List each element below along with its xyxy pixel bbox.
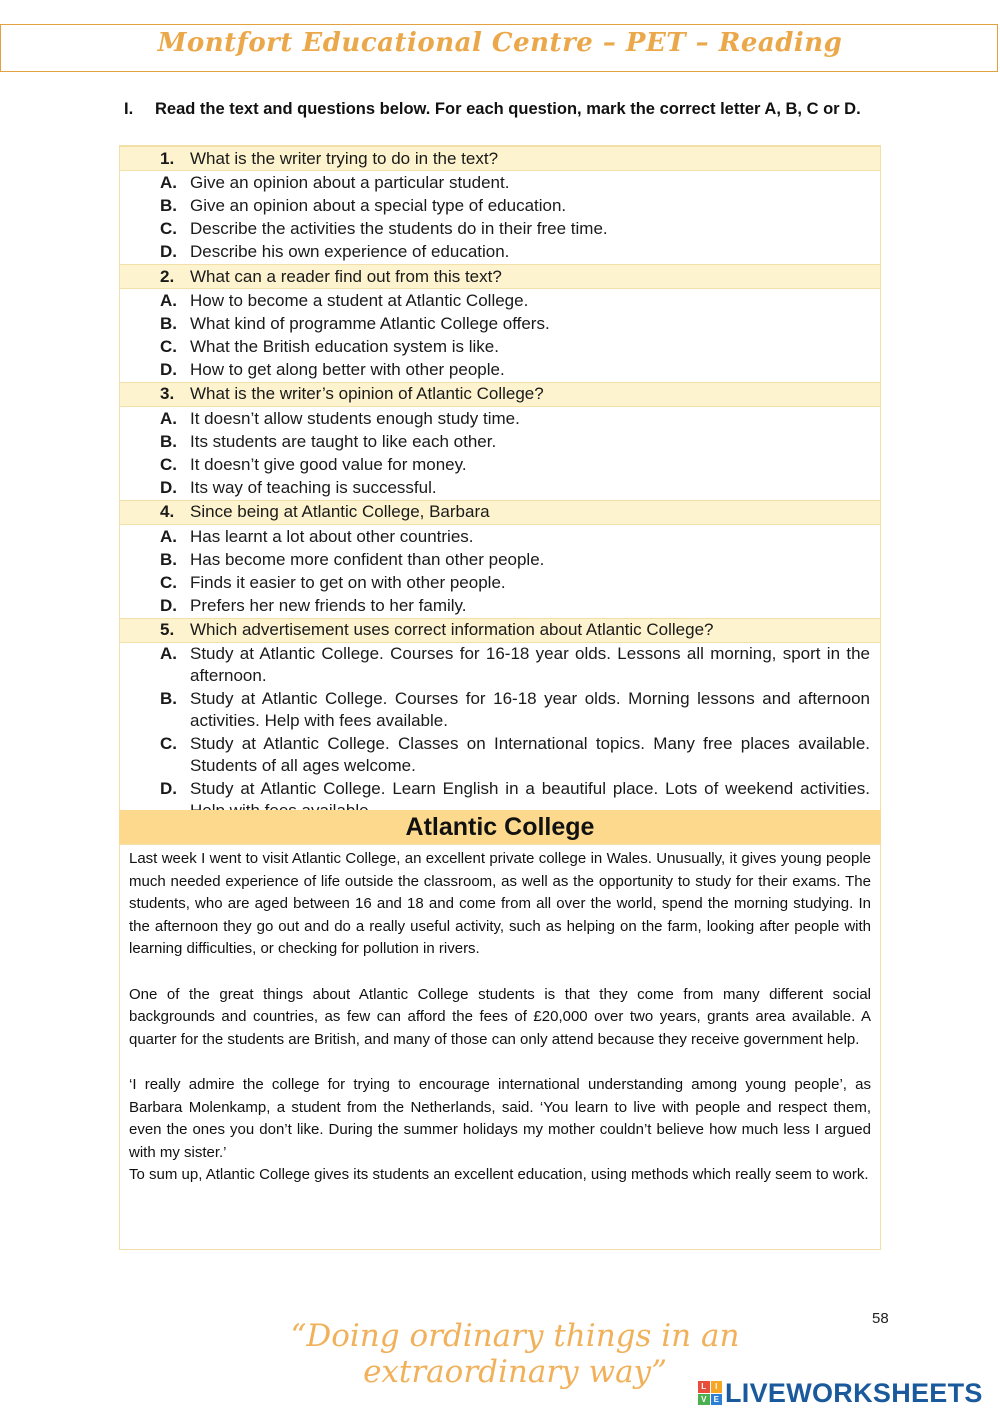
liveworksheets-logo bbox=[698, 1378, 983, 1408]
option-letter: B. bbox=[160, 431, 177, 451]
option-letter: B. bbox=[160, 549, 177, 569]
option-letter: C. bbox=[160, 572, 177, 592]
question-number: 3. bbox=[160, 384, 175, 404]
answer-option[interactable] bbox=[120, 312, 880, 335]
instruction-text: Read the text and questions below. For each question, mark the correct letter A, B, C or D. bbox=[155, 100, 861, 118]
question-number: 5. bbox=[160, 620, 175, 640]
option-text: Study at Atlantic College. Courses for 16-18 year olds. Morning lessons and afternoon activities. Help with fees available. bbox=[190, 688, 870, 731]
option-text: Give an opinion about a special type of education. bbox=[190, 195, 567, 215]
answer-option[interactable] bbox=[120, 289, 880, 312]
option-text: Study at Atlantic College. Classes on International topics. Many free places available. Students of all ages welcome. bbox=[190, 733, 870, 776]
question-number: 4. bbox=[160, 502, 175, 522]
answer-option[interactable] bbox=[120, 194, 880, 217]
answer-option[interactable] bbox=[120, 407, 880, 430]
option-letter: D. bbox=[160, 778, 177, 798]
option-letter: C. bbox=[160, 455, 177, 475]
answer-option[interactable] bbox=[120, 548, 880, 571]
option-letter: D. bbox=[160, 478, 177, 498]
option-text: What the British education system is like. bbox=[190, 337, 499, 357]
answer-option[interactable] bbox=[120, 359, 880, 382]
question-text: What is the writer’s opinion of Atlantic College? bbox=[190, 384, 544, 404]
answer-option[interactable] bbox=[120, 595, 880, 618]
question-stem bbox=[120, 146, 880, 171]
question-stem bbox=[120, 264, 880, 289]
article-paragraph: To sum up, Atlantic College gives its students an excellent education, using methods which really seem to work. bbox=[129, 1166, 869, 1184]
option-text: How to get along better with other people. bbox=[190, 360, 505, 380]
option-text: Give an opinion about a particular student. bbox=[190, 172, 510, 192]
option-text: Has learnt a lot about other countries. bbox=[190, 526, 474, 546]
question-stem bbox=[120, 618, 880, 643]
option-text: Study at Atlantic College. Learn English in a beautiful place. Lots of weekend activities. bbox=[190, 778, 870, 798]
option-text: Its students are taught to like each other. bbox=[190, 431, 497, 451]
article-paragraph: One of the great things about Atlantic College students is that they come from many different social backgrounds and countries, as few can afford the fees of £20,000 over two years, grants area available. A quarter for the students are British, and many of those can only attend because they receive government help. bbox=[129, 985, 871, 1048]
option-letter: B. bbox=[160, 313, 177, 333]
option-text: Describe his own experience of education. bbox=[190, 242, 510, 262]
article-title: Atlantic College bbox=[119, 810, 881, 844]
option-letter: D. bbox=[160, 596, 177, 616]
page-number: 58 bbox=[872, 1310, 889, 1327]
question-text: Which advertisement uses correct information about Atlantic College? bbox=[190, 620, 714, 640]
instruction-number: I. bbox=[124, 100, 134, 118]
answer-option[interactable] bbox=[120, 688, 880, 733]
option-letter: A. bbox=[160, 172, 177, 192]
article-paragraph: Last week I went to visit Atlantic College, an excellent private college in Wales. Unusually, it gives young people much needed experience of life outside the classroom, as well as the opportunity to study for their exams. The students, who are aged between 16 and 18 and come from all over the world, spend the morning studying. In the afternoon they go out and do a really useful activity, such as helping on the farm, looking after people with learning difficulties, or checking for pollution in rivers. bbox=[129, 850, 871, 958]
article-body bbox=[119, 844, 881, 1250]
answer-option[interactable] bbox=[120, 477, 880, 500]
answer-option[interactable] bbox=[120, 525, 880, 548]
answer-option[interactable] bbox=[120, 571, 880, 594]
article-paragraph: ‘I really admire the college for trying to encourage international understanding among young people’, as Barbara Molenkamp, a student from the Netherlands, said. ‘You learn to live with people and respect them, even the ones you don’t like. During the summer holidays my mother couldn’t believe how much less I argued with my sister.’ bbox=[129, 1075, 871, 1161]
page-header-title: Montfort Educational Centre – PET – Reading bbox=[157, 28, 843, 58]
answer-option[interactable] bbox=[120, 643, 880, 688]
option-text: What kind of programme Atlantic College offers. bbox=[190, 313, 550, 333]
question-text: What is the writer trying to do in the text? bbox=[190, 148, 499, 168]
option-letter: D. bbox=[160, 242, 177, 262]
motto: “Doing ordinary things in an extraordinary way” bbox=[290, 1318, 740, 1390]
option-letter: A. bbox=[160, 526, 177, 546]
option-text: Describe the activities the students do in their free time. bbox=[190, 219, 608, 239]
answer-option[interactable] bbox=[120, 430, 880, 453]
question-stem bbox=[120, 382, 880, 407]
option-letter: C. bbox=[160, 733, 177, 753]
option-letter: B. bbox=[160, 195, 177, 215]
answer-option[interactable] bbox=[120, 218, 880, 241]
option-text: How to become a student at Atlantic College. bbox=[190, 290, 529, 310]
option-letter: B. bbox=[160, 688, 177, 708]
option-text: Prefers her new friends to her family. bbox=[190, 596, 467, 616]
option-letter: C. bbox=[160, 219, 177, 239]
option-text: Finds it easier to get on with other people. bbox=[190, 572, 506, 592]
option-text: It doesn’t allow students enough study time. bbox=[190, 408, 520, 428]
answer-option[interactable] bbox=[120, 453, 880, 476]
answer-option[interactable] bbox=[120, 733, 880, 778]
option-text: Has become more confident than other people. bbox=[190, 549, 545, 569]
question-number: 1. bbox=[160, 148, 175, 168]
option-text: It doesn’t give good value for money. bbox=[190, 455, 467, 475]
liveworksheets-icon: L I V E bbox=[698, 1381, 722, 1405]
liveworksheets-wordmark: LIVEWORKSHEETS bbox=[725, 1377, 983, 1408]
answer-option[interactable] bbox=[120, 171, 880, 194]
answer-option[interactable] bbox=[120, 336, 880, 359]
instruction bbox=[124, 96, 894, 122]
question-text: What can a reader find out from this text? bbox=[190, 266, 502, 286]
option-letter: A. bbox=[160, 643, 177, 663]
answer-option[interactable] bbox=[120, 241, 880, 264]
question-number: 2. bbox=[160, 266, 175, 286]
option-letter: A. bbox=[160, 290, 177, 310]
option-letter: C. bbox=[160, 337, 177, 357]
option-letter: D. bbox=[160, 360, 177, 380]
option-text: Its way of teaching is successful. bbox=[190, 478, 437, 498]
option-text: Study at Atlantic College. Courses for 16-18 year olds. Lessons all morning, sport in the afternoon. bbox=[190, 643, 870, 686]
question-stem bbox=[120, 500, 880, 525]
question-text: Since being at Atlantic College, Barbara bbox=[190, 502, 490, 522]
questions-table bbox=[119, 145, 881, 824]
option-letter: A. bbox=[160, 408, 177, 428]
